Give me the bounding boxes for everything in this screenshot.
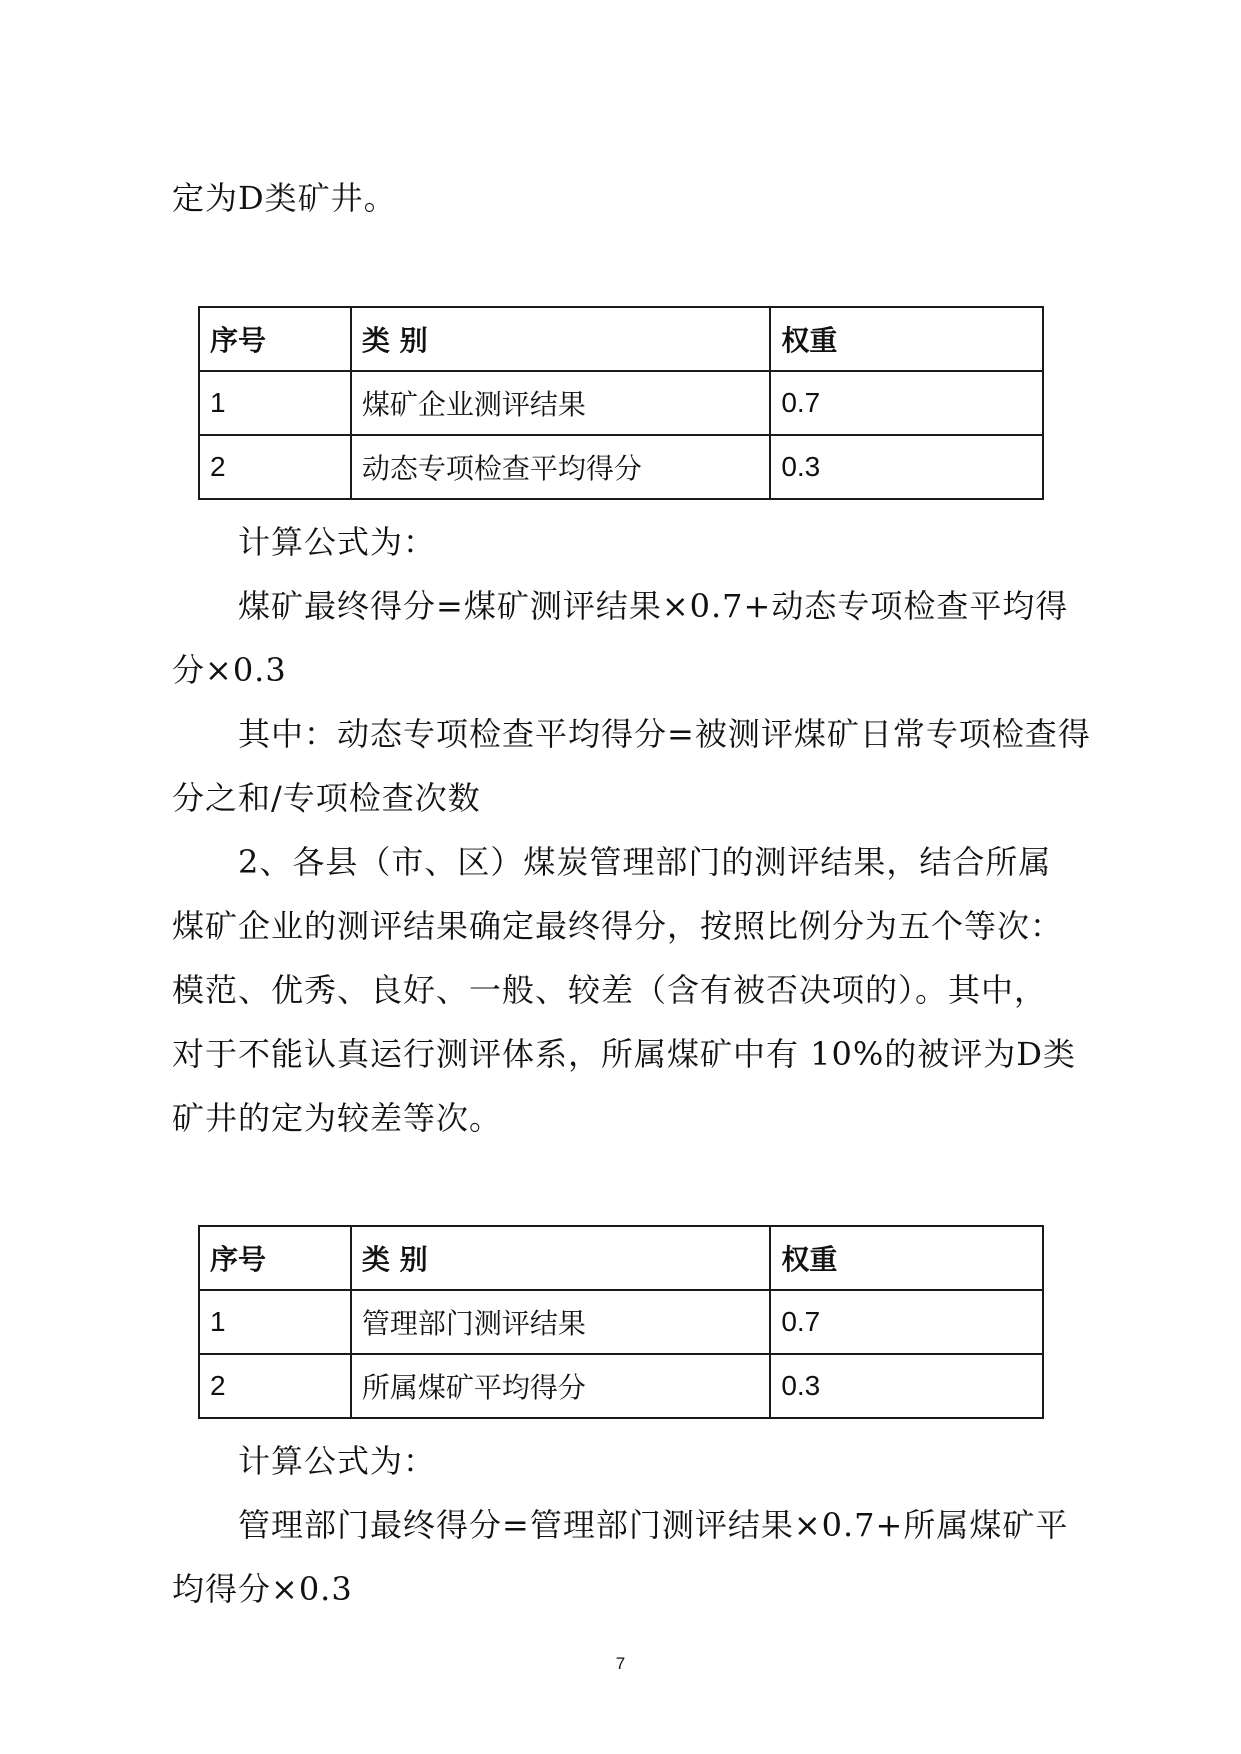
note-line: 分之和/专项检查次数 xyxy=(172,779,481,817)
cell-index: 1 xyxy=(199,371,351,435)
page-number: 7 xyxy=(615,1654,626,1673)
cell-category: 所属煤矿平均得分 xyxy=(351,1354,770,1418)
cell-index: 1 xyxy=(199,1290,351,1354)
weights-table-department xyxy=(198,1225,1044,1419)
cell-weight: 0.7 xyxy=(770,371,1043,435)
cell-weight: 0.3 xyxy=(770,1354,1043,1418)
table-row xyxy=(199,1290,1043,1354)
col-header-index: 序号 xyxy=(199,1226,351,1290)
cell-index: 2 xyxy=(199,1354,351,1418)
table-row xyxy=(199,435,1043,499)
formula-line: 分×0.3 xyxy=(172,651,287,689)
cell-category: 动态专项检查平均得分 xyxy=(351,435,770,499)
paragraph-line: 模范、优秀、良好、一般、较差（含有被否决项的）。其中， xyxy=(172,971,1048,1009)
col-header-weight: 权重 xyxy=(770,1226,1043,1290)
intro-line: 定为D类矿井。 xyxy=(172,179,397,217)
formula-line: 煤矿最终得分=煤矿测评结果×0.7+动态专项检查平均得 xyxy=(238,587,1069,625)
cell-index: 2 xyxy=(199,435,351,499)
cell-category: 管理部门测评结果 xyxy=(351,1290,770,1354)
paragraph-line: 矿井的定为较差等次。 xyxy=(172,1099,503,1137)
cell-category: 煤矿企业测评结果 xyxy=(351,371,770,435)
cell-weight: 0.3 xyxy=(770,435,1043,499)
paragraph-line: 对于不能认真运行测评体系，所属煤矿中有 10%的被评为D类 xyxy=(172,1035,1076,1073)
formula-line: 均得分×0.3 xyxy=(172,1570,353,1608)
formula-label: 计算公式为： xyxy=(238,1442,437,1480)
cell-weight: 0.7 xyxy=(770,1290,1043,1354)
table-header-row xyxy=(199,1226,1043,1290)
col-header-category: 类 别 xyxy=(351,1226,770,1290)
table-header-row xyxy=(199,307,1043,371)
col-header-weight: 权重 xyxy=(770,307,1043,371)
paragraph-line: 煤矿企业的测评结果确定最终得分，按照比例分为五个等次： xyxy=(172,907,1064,945)
weights-table-mine xyxy=(198,306,1044,500)
note-line: 其中：动态专项检查平均得分=被测评煤矿日常专项检查得 xyxy=(238,715,1091,753)
formula-line: 管理部门最终得分=管理部门测评结果×0.7+所属煤矿平 xyxy=(238,1506,1069,1544)
table-row xyxy=(199,371,1043,435)
col-header-index: 序号 xyxy=(199,307,351,371)
formula-label: 计算公式为： xyxy=(238,523,437,561)
col-header-category: 类 别 xyxy=(351,307,770,371)
paragraph-line: 2、各县（市、区）煤炭管理部门的测评结果，结合所属 xyxy=(238,843,1052,881)
table-row xyxy=(199,1354,1043,1418)
